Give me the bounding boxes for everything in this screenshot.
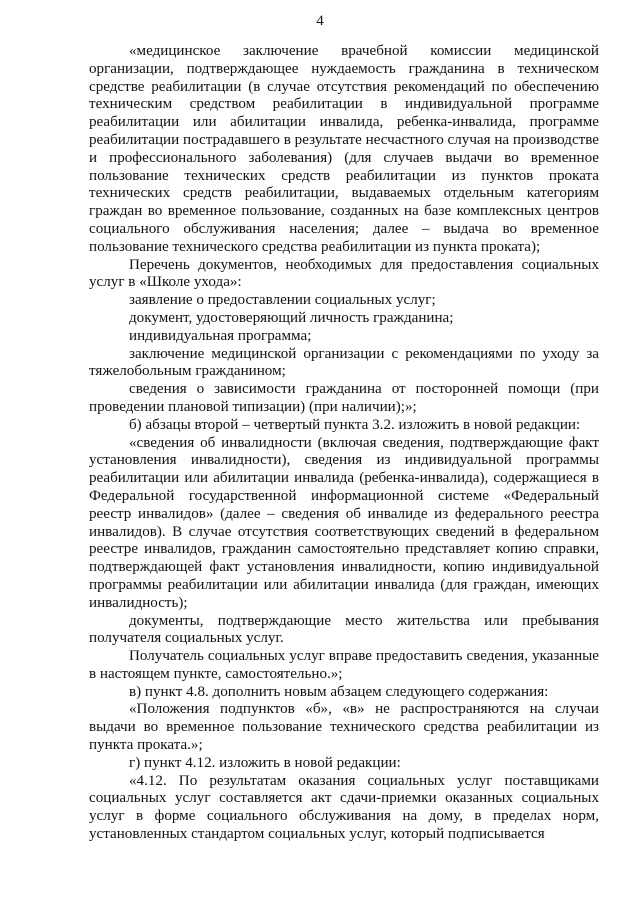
paragraph-point-4-12: «4.12. По результатам оказания социальных услуг поставщиками социальных услуг составляется акт сдачи-приемки оказанных социальных услуг в форме социального обслуживания на дому, в пределах норм, установленных стандартом социальных услуг, который подписывается bbox=[89, 772, 599, 843]
paragraph-individual-program: индивидуальная программа; bbox=[129, 327, 312, 344]
paragraph-identity-document: документ, удостоверяющий личность гражданина; bbox=[129, 309, 454, 326]
paragraph-disability-info: «сведения об инвалидности (включая сведения, подтверждающие факт установления инвалидности), сведения из индивидуальной программы реабилитации или абилитации инвалида (ребенка-инвалида), содержащиеся в Федеральной государственной информационной системе «Федеральный реестр инвалидов» (далее – сведения об инвалиде из федерального реестра инвалидов). В случае отсутствия соответствующих сведений в федеральном реестре инвалидов, гражданин самостоятельно представляет копию справки, подтверждающей факт установления инвалидности, копию индивидуальной программы реабилитации или абилитации инвалида (для граждан, имеющих инвалидность); bbox=[89, 434, 599, 611]
paragraph-item-g: г) пункт 4.12. изложить в новой редакции: bbox=[129, 754, 401, 771]
paragraph-subpoints-provision: «Положения подпунктов «б», «в» не распространяются на случаи выдачи во временное пользование технического средства реабилитации из пункта проката.»; bbox=[89, 701, 599, 754]
paragraph-application: заявление о предоставлении социальных услуг; bbox=[129, 292, 436, 309]
paragraph-school-of-care-documents: Перечень документов, необходимых для предоставления социальных услуг в «Школе ухода»: bbox=[89, 256, 599, 291]
page-number: 4 bbox=[316, 13, 324, 29]
paragraph-dependency-info: сведения о зависимости гражданина от посторонней помощи (при проведении плановой типизации) (при наличии);»; bbox=[89, 381, 599, 415]
paragraph-medical-recommendations: заключение медицинской организации с рекомендациями по уходу за тяжелобольным гражданином; bbox=[89, 345, 599, 380]
paragraph-item-v: в) пункт 4.8. дополнить новым абзацем следующего содержания: bbox=[129, 683, 549, 700]
paragraph-item-b: б) абзацы второй – четвертый пункта 3.2. изложить в новой редакции: bbox=[129, 416, 581, 433]
document-body bbox=[89, 43, 599, 844]
paragraph-recipient-right: Получатель социальных услуг вправе предоставить сведения, указанные в настоящем пункте, самостоятельно.»; bbox=[89, 648, 599, 682]
paragraph-residence-documents: документы, подтверждающие место жительства или пребывания получателя социальных услуг. bbox=[89, 612, 599, 647]
paragraph-medical-conclusion: «медицинское заключение врачебной комиссии медицинской организации, подтверждающее нуждаемость гражданина в техническом средстве реабилитации (в случае отсутствия рекомендаций по обеспечению техническим средством реабилитации в индивидуальной программе реабилитации или абилитации инвалида, ребенка-инвалида, программе реабилитации пострадавшего в результате несчастного случая на производстве и профессионального заболевания) (для случаев выдачи во временное пользование технических средств реабилитации из пунктов проката технических средств реабилитации, выдаваемых отдельным категориям граждан во временное пользование, созданных на базе комплексных центров социального обслуживания населения; далее – выдача во временное пользование технического средства реабилитации из пункта проката); bbox=[89, 43, 599, 255]
